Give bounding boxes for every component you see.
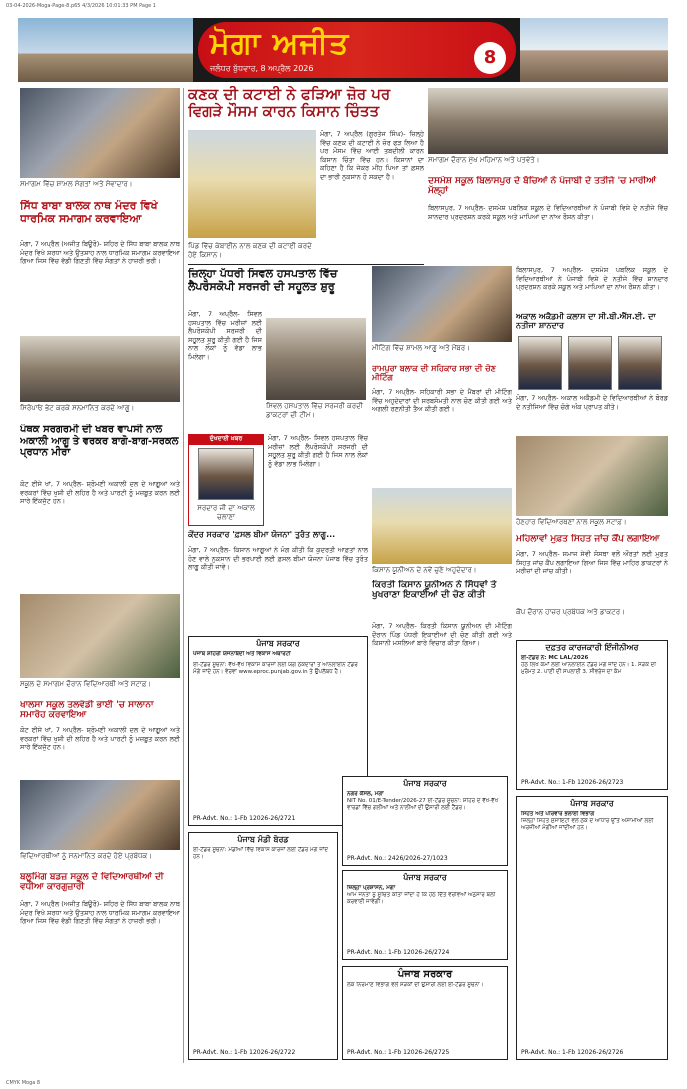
lead-headline: ਕਣਕ ਦੀ ਕਟਾਈ ਨੇ ਫੜਿਆ ਜ਼ੋਰ ਪਰ ਵਿਗੜੇ ਮੌਸਮ ਕਾਰਨ ਕਿਸਾਨ ਚਿੰਤਤ [188,86,391,121]
results-headline: ਅਕਾਲ ਅਕੈਡਮੀ ਕਲਾਸ ਦਾ ਸੀ.ਬੀ.ਐੱਸ.ਈ. ਦਾ ਨਤੀਜਾ ਸ਼ਾਨਦਾਰ [516,312,656,331]
story4-headline: ਬਲੂਮਿੰਗ ਬਡਜ਼ ਸਕੂਲ ਦੇ ਵਿਦਿਆਰਥੀਆਂ ਦੀ ਵਧੀਆ ਕਾਰਗੁਜ਼ਾਰੀ [20,872,164,893]
meeting-photo-caption: ਮੀਟਿੰਗ ਵਿੱਚ ਸ਼ਾਮਲ ਆਗੂ ਅਤੇ ਮੈਂਬਰ। [372,344,470,352]
story1-photo-caption: ਸਮਾਗਮ ਵਿੱਚ ਸ਼ਾਮਲ ਸੰਗਤਾਂ ਅਤੇ ਸੇਵਾਦਾਰ। [20,180,133,188]
hospital-photo-caption: ਸਿਵਲ ਹਸਪਤਾਲ ਵਿੱਚ ਸਰਜਰੀ ਕਰਦੀ ਡਾਕਟਰਾਂ ਦੀ ਟੀਮ। [266,402,363,419]
ad-ref: PR-Advt. No.: 1-Fb 12026-26/2721 [193,815,296,822]
union-photo [372,488,512,564]
hospital-photo [266,318,366,400]
story3-photo-caption: ਸਕੂਲ ਦੇ ਸਮਾਗਮ ਦੌਰਾਨ ਵਿਦਿਆਰਥੀ ਅਤੇ ਸਟਾਫ਼। [20,680,152,688]
footer: CMYK Moga 8 [6,1080,41,1086]
ad-title: ਪੰਜਾਬ ਸਰਕਾਰ [403,779,447,788]
hospital-body: ਮੋਗਾ, 7 ਅਪ੍ਰੈਲ- ਸਿਵਲ ਹਸਪਤਾਲ ਵਿੱਚ ਮਰੀਜ਼ਾਂ ਲਈ ਲੈਪਰੋਸਕੋਪੀ ਸਰਜਰੀ ਦੀ ਸਹੂਲਤ ਸ਼ੁਰੂ ਕੀਤੀ ਗਈ ਹੈ ਜਿਸ ਨਾਲ ਲੋਕਾਂ ਨੂੰ ਵੱਡਾ ਲਾਭ ਮਿਲੇਗਾ। [188,310,262,361]
ad-ref: PR-Advt. No.: 2426/2026-27/1023 [347,855,448,862]
ad-title: ਪੰਜਾਬ ਸਰਕਾਰ [397,969,453,980]
results-body: ਮੋਗਾ, 7 ਅਪ੍ਰੈਲ- ਅਕਾਲ ਅਕੈਡਮੀ ਦੇ ਵਿਦਿਆਰਥੀਆਂ ਨੇ ਬੋਰਡ ਦੇ ਨਤੀਜਿਆਂ ਵਿੱਚ ਚੰਗੇ ਅੰਕ ਪ੍ਰਾਪਤ ਕੀਤੇ। [516,394,668,411]
story4-body: ਮੋਗਾ, 7 ਅਪ੍ਰੈਲ (ਅਜੀਤ ਬਿਊਰੋ)- ਸ਼ਹਿਰ ਦੇ ਸਿੱਧ ਬਾਬਾ ਬਾਲਕ ਨਾਥ ਮੰਦਰ ਵਿਖੇ ਸ਼ਰਧਾ ਅਤੇ ਉਤਸ਼ਾਹ ਨਾਲ ਧਾਰਮਿਕ ਸਮਾਗਮ ਕਰਵਾਇਆ ਗਿਆ ਜਿਸ ਵਿੱਚ ਵੱਡੀ ਗਿਣਤੀ ਵਿੱਚ ਸੰਗਤਾਂ ਨੇ ਹਾਜ਼ਰੀ ਭਰੀ। [20,900,180,925]
story2-body: ਕੋਟ ਈਸੇ ਖਾਂ, 7 ਅਪ੍ਰੈਲ- ਸ਼੍ਰੋਮਣੀ ਅਕਾਲੀ ਦਲ ਦੇ ਆਗੂਆਂ ਅਤੇ ਵਰਕਰਾਂ ਵਿੱਚ ਖੁਸ਼ੀ ਦੀ ਲਹਿਰ ਹੈ ਅਤੇ ਪਾਰਟੀ ਨੂੰ ਮਜ਼ਬੂਤ ਕਰਨ ਲਈ ਸਾਰੇ ਇੱਕਜੁੱਟ ਹਨ। [20,480,180,505]
top-right-body: ਬਿਲਾਸਪੁਰ, 7 ਅਪ੍ਰੈਲ- ਦਸਮੇਸ਼ ਪਬਲਿਕ ਸਕੂਲ ਦੇ ਵਿਦਿਆਰਥੀਆਂ ਨੇ ਪੰਜਾਬੀ ਵਿਸ਼ੇ ਦੇ ਨਤੀਜੇ ਵਿੱਚ ਸ਼ਾਨਦਾਰ ਪ੍ਰਦਰਸ਼ਨ ਕਰਕੇ ਸਕੂਲ ਅਤੇ ਮਾਪਿਆਂ ਦਾ ਨਾਂਅ ਰੌਸ਼ਨ ਕੀਤਾ। [428,204,668,221]
ad-title: ਪੰਜਾਬ ਮੰਡੀ ਬੋਰਡ [237,835,289,844]
story2-photo [20,336,180,402]
ad-title: ਪੰਜਾਬ ਸਰਕਾਰ [570,799,614,808]
ad-bottom-right [516,796,668,1060]
lead-photo-caption: ਪਿੰਡ ਵਿੱਚ ਕੰਬਾਈਨ ਨਾਲ ਕਣਕ ਦੀ ਕਟਾਈ ਕਰਦੇ ਹੋਏ ਕਿਸਾਨ। [188,242,312,259]
ad-body: ਹੇਠ ਲਿਖੇ ਕੰਮਾਂ ਲਈ ਆਨਲਾਈਨ ਟੈਂਡਰ ਮੰਗੇ ਜਾਂਦੇ ਹਨ। 1. ਸੜਕ ਦੀ ਮੁਰੰਮਤ 2. ਪਾਣੀ ਦੀ ਸਪਲਾਈ 3. ਸੀਵਰੇਜ ਦਾ ਕੰਮ [521,662,657,675]
ad-ref: PR-Advt. No.: 1-Fb 12026-26/2725 [347,1049,450,1056]
ad-ref: PR-Advt. No.: 1-Fb 12026-26/2724 [347,949,450,956]
ad-bottom-mid [342,966,508,1060]
divider [188,264,424,265]
story2-photo-caption: ਸਿਰੋਪਾਓ ਭੇਟ ਕਰਕੇ ਸਨਮਾਨਿਤ ਕਰਦੇ ਆਗੂ। [20,404,135,412]
ad-title: ਪੰਜਾਬ ਸਰਕਾਰ [256,639,300,648]
ad-subtitle: ਸਿਹਤ ਅਤੇ ਪਰਿਵਾਰ ਭਲਾਈ ਵਿਭਾਗ [521,811,595,817]
story1-photo [20,88,180,178]
meeting-headline: ਰਾਮਪੁਰਾ ਬਲਾਕ ਦੀ ਸਹਿਕਾਰ ਸਭਾ ਦੀ ਚੋਣ ਮੀਟਿੰਗ [372,364,496,383]
column-divider [183,88,184,1063]
print-strip: 03-04-2026-Moga-Page-8.p65 4/3/2026 10:01:33 PM Page 1 [6,3,156,9]
story3-body: ਕੋਟ ਈਸੇ ਖਾਂ, 7 ਅਪ੍ਰੈਲ- ਸ਼੍ਰੋਮਣੀ ਅਕਾਲੀ ਦਲ ਦੇ ਆਗੂਆਂ ਅਤੇ ਵਰਕਰਾਂ ਵਿੱਚ ਖੁਸ਼ੀ ਦੀ ਲਹਿਰ ਹੈ ਅਤੇ ਪਾਰਟੀ ਨੂੰ ਮਜ਼ਬੂਤ ਕਰਨ ਲਈ ਸਾਰੇ ਇੱਕਜੁੱਟ ਹਨ। [20,726,180,751]
ad-subtitle: ਨਗਰ ਕੌਂਸਲ, ਮੋਗਾ [347,791,384,797]
lead-body: ਮੋਗਾ, 7 ਅਪ੍ਰੈਲ (ਗੁਰਤੇਜ ਸਿੰਘ)- ਜ਼ਿਲ੍ਹੇ ਵਿੱਚ ਕਣਕ ਦੀ ਕਟਾਈ ਨੇ ਜ਼ੋਰ ਫੜ ਲਿਆ ਹੈ ਪਰ ਮੌਸਮ ਵਿੱਚ ਆਈ ਤਬਦੀਲੀ ਕਾਰਨ ਕਿਸਾਨ ਚਿੰਤਾ ਵਿੱਚ ਹਨ। ਕਿਸਾਨਾਂ ਦਾ ਕਹਿਣਾ ਹੈ ਕਿ ਜੇਕਰ ਮੀਂਹ ਪਿਆ ਤਾਂ ਫ਼ਸਲ ਦਾ ਭਾਰੀ ਨੁਕਸਾਨ ਹੋ ਸਕਦਾ ਹੈ। [320,130,424,181]
story1-body: ਮੋਗਾ, 7 ਅਪ੍ਰੈਲ (ਅਜੀਤ ਬਿਊਰੋ)- ਸ਼ਹਿਰ ਦੇ ਸਿੱਧ ਬਾਬਾ ਬਾਲਕ ਨਾਥ ਮੰਦਰ ਵਿਖੇ ਸ਼ਰਧਾ ਅਤੇ ਉਤਸ਼ਾਹ ਨਾਲ ਧਾਰਮਿਕ ਸਮਾਗਮ ਕਰਵਾਇਆ ਗਿਆ ਜਿਸ ਵਿੱਚ ਵੱਡੀ ਗਿਣਤੀ ਵਿੱਚ ਸੰਗਤਾਂ ਨੇ ਹਾਜ਼ਰੀ ਭਰੀ। [20,240,180,265]
lead-photo [188,130,316,238]
story3-headline: ਖਾਲਸਾ ਸਕੂਲ ਤਲਵੰਡੀ ਭਾਈ 'ਚ ਸਾਲਾਨਾ ਸਮਾਰੋਹ ਕਰਵਾਇਆ [20,700,154,721]
ad-subtitle: ਪੰਜਾਬ ਸ਼ਹਿਰੀ ਯੋਜਨਾਬੰਦੀ ਅਤੇ ਵਿਕਾਸ ਅਥਾਰਟੀ [193,651,291,657]
union-photo-caption: ਕਿਸਾਨ ਯੂਨੀਅਨ ਦੇ ਨਵੇਂ ਚੁਣੇ ਅਹੁਦੇਦਾਰ। [372,566,477,574]
obituary-caption: ਸਰਦਾਰ ਜੀ ਦਾ ਅਕਾਲ ਚਲਾਣਾ [197,504,255,521]
student-photo-2 [568,336,612,390]
masthead-photo-right [520,18,668,82]
story1-headline: ਸਿੱਧ ਬਾਬਾ ਬਾਲਕ ਨਾਥ ਮੰਦਰ ਵਿਖੇ ਧਾਰਮਿਕ ਸਮਾਗਮ ਕਰਵਾਇਆ [20,200,158,225]
masthead-edition: ਜਲੰਧਰ ਬੁੱਧਵਾਰ, 8 ਅਪ੍ਰੈਲ 2026 [210,64,314,73]
page-number: 8 [474,42,506,74]
ad-title: ਪੰਜਾਬ ਸਰਕਾਰ [403,873,447,882]
story2-headline: ਪੰਥਕ ਸਰਗਰਮੀ ਦੀ ਖਬਰ ਵਾਪਸੀ ਨਾਲ ਅਕਾਲੀ ਆਗੂ ਤੇ ਵਰਕਰ ਬਾਗੋ-ਬਾਗ-ਸਰਕਲ ਪ੍ਰਧਾਨ ਮੀਰਾ [20,424,179,458]
obituary-label: ਦੁੱਖਦਾਈ ਖ਼ਬਰ [189,435,263,445]
camp-photo-caption: ਕੈਂਪ ਦੌਰਾਨ ਹਾਜ਼ਰ ਪ੍ਰਬੰਧਕ ਅਤੇ ਡਾਕਟਰ। [516,608,625,616]
ad-body: NIT No. 01/E-Tender/2026-27 ਈ-ਟੈਂਡਰ ਸੂਚਨਾ: ਸ਼ਹਿਰ ਦੇ ਵੱਖ-ਵੱਖ ਵਾਰਡਾਂ ਵਿੱਚ ਗਲੀਆਂ ਅਤੇ ਨਾਲੀਆਂ ਦੀ ਉਸਾਰੀ ਲਈ ਟੈਂਡਰ। [347,798,499,811]
top-right-photo-caption: ਸਮਾਗਮ ਦੌਰਾਨ ਮੁੱਖ ਮਹਿਮਾਨ ਅਤੇ ਪਤਵੰਤੇ। [428,156,540,164]
camp-body: ਮੋਗਾ, 7 ਅਪ੍ਰੈਲ- ਸਮਾਜ ਸੇਵੀ ਸੰਸਥਾ ਵਲੋਂ ਔਰਤਾਂ ਲਈ ਮੁਫ਼ਤ ਸਿਹਤ ਜਾਂਚ ਕੈਂਪ ਲਗਾਇਆ ਗਿਆ ਜਿਸ ਵਿੱਚ ਮਾਹਿਰ ਡਾਕਟਰਾਂ ਨੇ ਮਰੀਜ਼ਾਂ ਦੀ ਜਾਂਚ ਕੀਤੀ। [516,550,668,575]
ad-body: ਜ਼ਿਲ੍ਹਾ ਸਿਹਤ ਸੁਸਾਇਟੀ ਵਲੋਂ ਠੇਕੇ ਦੇ ਆਧਾਰ ਉੱਤੇ ਅਸਾਮੀਆਂ ਲਈ ਅਰਜ਼ੀਆਂ ਮੰਗੀਆਂ ਜਾਂਦੀਆਂ ਹਨ। [521,818,654,831]
results-photo-caption: ਹੋਣਹਾਰ ਵਿਦਿਆਰਥਣਾਂ ਨਾਲ ਸਕੂਲ ਸਟਾਫ਼। [516,518,627,526]
ad-subtitle: ਈ-ਟੈਂਡਰ ਨੰ: MC LAL/2026 [521,655,589,661]
ad-subtitle: ਜ਼ਿਲ੍ਹਾ ਪ੍ਰਸ਼ਾਸਨ, ਮੋਗਾ [347,885,396,891]
ad-body: ਈ-ਟੈਂਡਰ ਸੂਚਨਾ: ਵੱਖ-ਵੱਖ ਵਿਕਾਸ ਕਾਰਜਾਂ ਲਈ ਯੋਗ ਠੇਕੇਦਾਰਾਂ ਤੋਂ ਆਨਲਾਈਨ ਟੈਂਡਰ ਮੰਗੇ ਜਾਂਦੇ ਹਨ। ਵੇਰਵਾ www.eproc.punjab.gov.in ਤੇ ਉਪਲੱਬਧ ਹੈ। [193,662,358,675]
results-intro: ਬਿਲਾਸਪੁਰ, 7 ਅਪ੍ਰੈਲ- ਦਸਮੇਸ਼ ਪਬਲਿਕ ਸਕੂਲ ਦੇ ਵਿਦਿਆਰਥੀਆਂ ਨੇ ਪੰਜਾਬੀ ਵਿਸ਼ੇ ਦੇ ਨਤੀਜੇ ਵਿੱਚ ਸ਼ਾਨਦਾਰ ਪ੍ਰਦਰਸ਼ਨ ਕਰਕੇ ਸਕੂਲ ਅਤੇ ਮਾਪਿਆਂ ਦਾ ਨਾਂਅ ਰੌਸ਼ਨ ਕੀਤਾ। [516,266,668,291]
ad-ref: PR-Advt. No.: 1-Fb 12026-26/2723 [521,779,624,786]
masthead-photo-left [18,18,193,82]
obituary-portrait [198,448,254,500]
union-headline: ਕਿਰਤੀ ਕਿਸਾਨ ਯੂਨੀਅਨ ਨੇ ਸਿੱਧਵਾਂ ਤੇ ਖੁਖਰਾਣਾ ਇਕਾਈਆਂ ਦੀ ਚੋਣ ਕੀਤੀ [372,580,497,601]
ad-mandi-board [188,832,338,1060]
hospital-body-cont: ਮੋਗਾ, 7 ਅਪ੍ਰੈਲ- ਸਿਵਲ ਹਸਪਤਾਲ ਵਿੱਚ ਮਰੀਜ਼ਾਂ ਲਈ ਲੈਪਰੋਸਕੋਪੀ ਸਰਜਰੀ ਦੀ ਸਹੂਲਤ ਸ਼ੁਰੂ ਕੀਤੀ ਗਈ ਹੈ ਜਿਸ ਨਾਲ ਲੋਕਾਂ ਨੂੰ ਵੱਡਾ ਲਾਭ ਮਿਲੇਗਾ। [268,434,368,468]
insurance-body: ਮੋਗਾ, 7 ਅਪ੍ਰੈਲ- ਕਿਸਾਨ ਆਗੂਆਂ ਨੇ ਮੰਗ ਕੀਤੀ ਕਿ ਕੁਦਰਤੀ ਆਫ਼ਤਾਂ ਨਾਲ ਹੋਣ ਵਾਲੇ ਨੁਕਸਾਨ ਦੀ ਭਰਪਾਈ ਲਈ ਫ਼ਸਲ ਬੀਮਾ ਯੋਜਨਾ ਪੰਜਾਬ ਵਿੱਚ ਤੁਰੰਤ ਲਾਗੂ ਕੀਤੀ ਜਾਵੇ। [188,546,368,571]
ad-ref: PR-Advt. No.: 1-Fb 12026-26/2726 [521,1049,624,1056]
story4-photo-caption: ਵਿਦਿਆਰਥੀਆਂ ਨੂੰ ਸਨਮਾਨਿਤ ਕਰਦੇ ਹੋਏ ਪ੍ਰਬੰਧਕ। [20,852,152,860]
masthead-title: ਮੋਗਾ ਅਜੀਤ [210,26,350,61]
results-photo [516,436,668,516]
meeting-photo [372,266,512,342]
insurance-headline: ਕੇਂਦਰ ਸਰਕਾਰ 'ਫ਼ਸਲ ਬੀਮਾ ਯੋਜਨਾ' ਤੁਰੰਤ ਲਾਗੂ... [188,530,336,539]
top-right-headline: ਦਸਮੇਸ਼ ਸਕੂਲ ਬਿਲਾਸਪੁਰ ਦੇ ਬੱਚਿਆਂ ਨੇ ਪੰਜਾਬੀ ਦੇ ਤਤੀਜੇ 'ਚ ਮਾਰੀਆਂ ਮੱਲ੍ਹਾਂ [428,176,657,197]
student-photo-3 [618,336,662,390]
student-photo-1 [518,336,562,390]
ad-tender [342,776,508,866]
ad-right-tender [516,640,668,790]
meeting-body: ਮੋਗਾ, 7 ਅਪ੍ਰੈਲ- ਸਹਿਕਾਰੀ ਸਭਾ ਦੇ ਮੈਂਬਰਾਂ ਦੀ ਮੀਟਿੰਗ ਵਿੱਚ ਅਹੁਦੇਦਾਰਾਂ ਦੀ ਸਰਬਸੰਮਤੀ ਨਾਲ ਚੋਣ ਕੀਤੀ ਗਈ ਅਤੇ ਅਗਲੀ ਰਣਨੀਤੀ ਤੈਅ ਕੀਤੀ ਗਈ। [372,388,512,413]
ad-ref: PR-Advt. No.: 1-Fb 12026-26/2722 [193,1049,296,1056]
camp-headline: ਮਹਿਲਾਵਾਂ ਮੁਫ਼ਤ ਸਿਹਤ ਜਾਂਚ ਕੈਂਪ ਲਗਾਇਆ [516,534,660,544]
hospital-headline: ਜ਼ਿਲ੍ਹਾ ਪੱਧਰੀ ਸਿਵਲ ਹਸਪਤਾਲ ਵਿੱਚ ਲੈਪਰੋਸਕੋਪੀ ਸਰਜਰੀ ਦੀ ਸਹੂਲਤ ਸ਼ੁਰੂ [188,268,338,293]
ad-body: ਆਮ ਜਨਤਾ ਨੂੰ ਸੂਚਿਤ ਕੀਤਾ ਜਾਂਦਾ ਹੈ ਕਿ ਹੇਠ ਦਿੱਤੇ ਵੇਰਵਿਆਂ ਅਨੁਸਾਰ ਬੋਲੀ ਕਰਵਾਈ ਜਾਵੇਗੀ। [347,892,496,905]
ad-body: ਈ-ਟੈਂਡਰ ਸੂਚਨਾ: ਮੰਡੀਆਂ ਵਿੱਚ ਵਿਕਾਸ ਕਾਰਜਾਂ ਲਈ ਟੈਂਡਰ ਮੰਗੇ ਜਾਂਦੇ ਹਨ। [193,847,328,860]
ad-public-notice [342,870,508,960]
story3-photo [20,594,180,678]
ad-body: ਲੋਕ ਨਿਰਮਾਣ ਵਿਭਾਗ ਵਲੋਂ ਸੜਕਾਂ ਦੀ ਉਸਾਰੀ ਲਈ ਈ-ਟੈਂਡਰ ਸੂਚਨਾ। [347,982,484,988]
ad-title: ਦਫ਼ਤਰ ਕਾਰਜਕਾਰੀ ਇੰਜੀਨੀਅਰ [545,643,639,652]
top-right-photo [428,88,668,154]
union-body: ਮੋਗਾ, 7 ਅਪ੍ਰੈਲ- ਕਿਰਤੀ ਕਿਸਾਨ ਯੂਨੀਅਨ ਦੀ ਮੀਟਿੰਗ ਦੌਰਾਨ ਪਿੰਡ ਪੱਧਰੀ ਇਕਾਈਆਂ ਦੀ ਚੋਣ ਕੀਤੀ ਗਈ ਅਤੇ ਕਿਸਾਨੀ ਮਸਲਿਆਂ ਬਾਰੇ ਵਿਚਾਰ ਕੀਤਾ ਗਿਆ। [372,622,512,647]
ad-punjab-govt [188,636,368,826]
story4-photo [20,780,180,850]
